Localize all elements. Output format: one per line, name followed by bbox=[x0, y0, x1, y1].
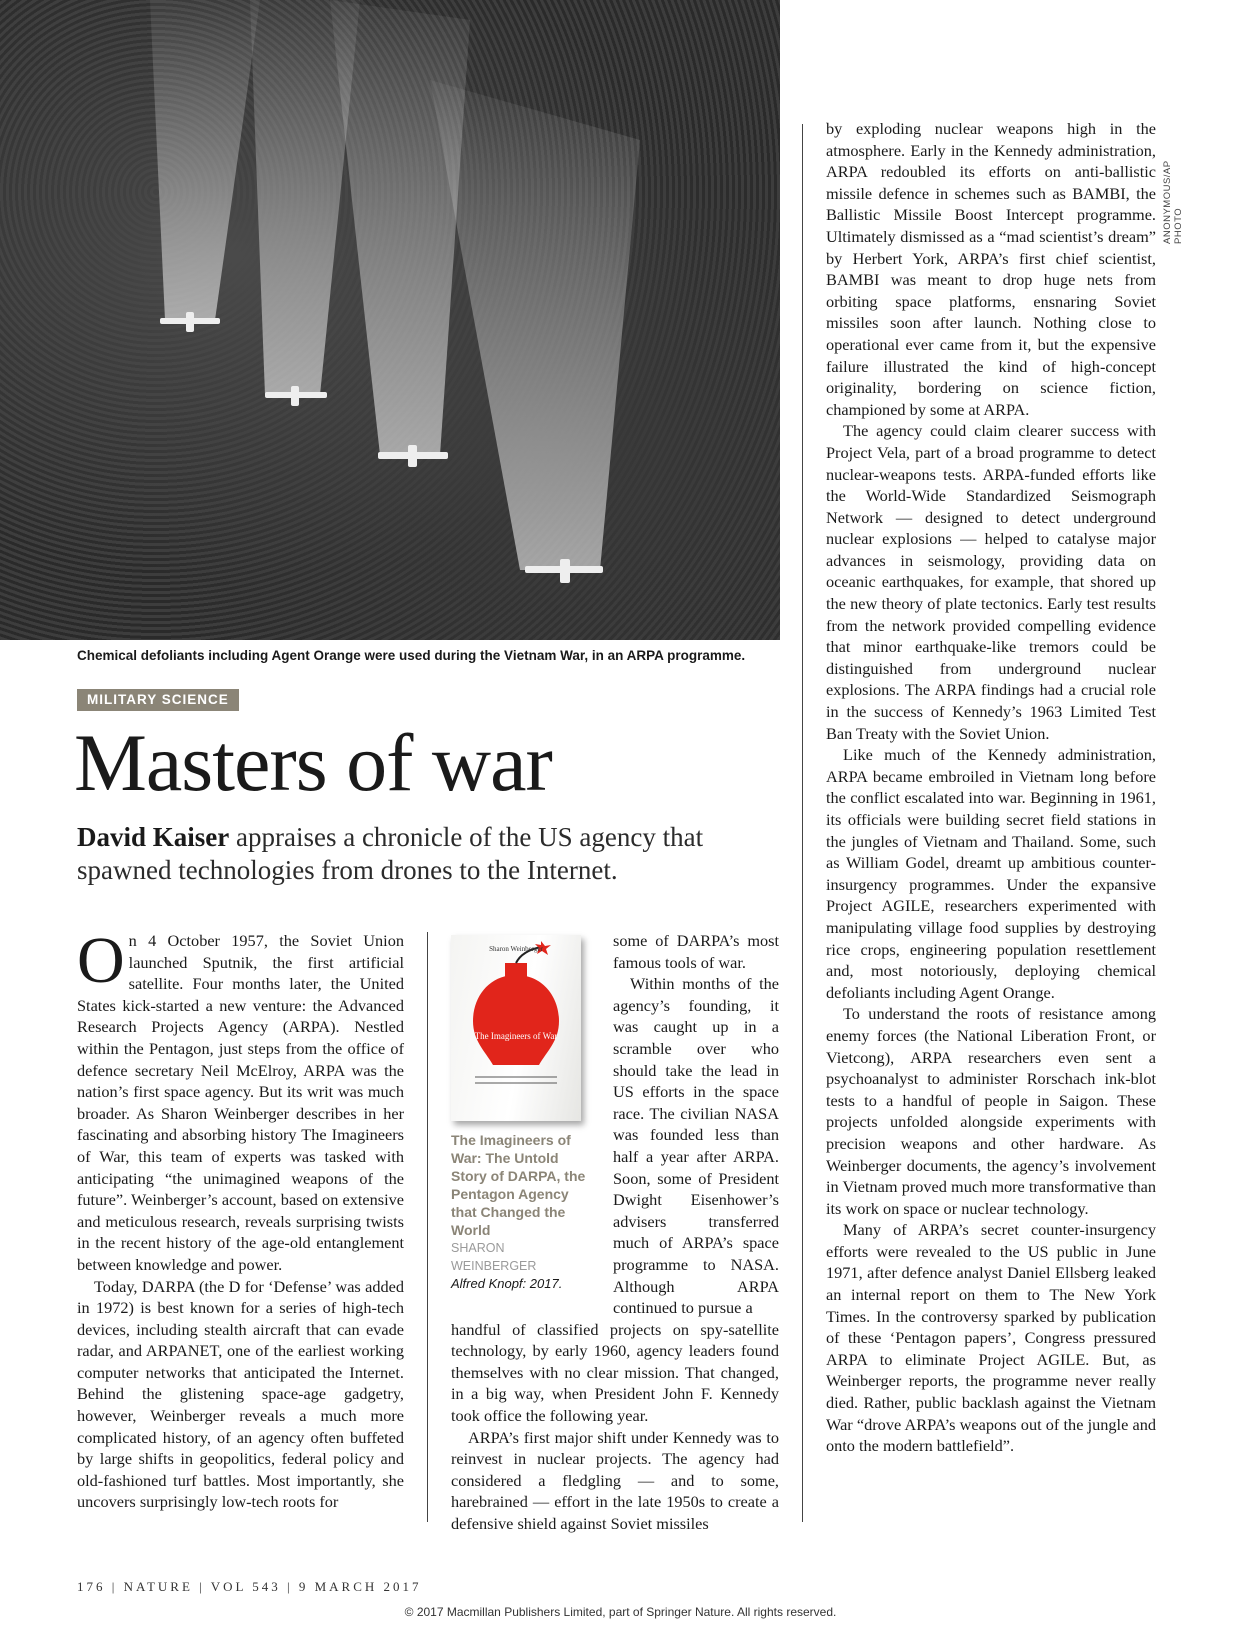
paragraph: some of DARPA’s most famous tools of war. bbox=[613, 931, 779, 972]
standfirst-text: appraises a chronicle of the US agency that spawned technologies from drones to the Internet. bbox=[77, 822, 704, 885]
paragraph: handful of classified projects on spy-satellite technology, by early 1960, agency leaders found themselves with no clear mission. That changed, in a big way, when President John F. Kennedy took office the following year. bbox=[451, 1319, 779, 1426]
book-cover-author: Sharon Weinberger bbox=[489, 945, 543, 953]
paragraph: To understand the roots of resistance among enemy forces (the National Liberation Front, or Vietcong), ARPA researchers even sent a psychoanalyst to administer Rorschach ink-blot tests to a handful of people in Saigon. These projects unfolded alongside experiments with precision weapons and other hardware. As Weinberger documents, the agency’s involvement in Vietnam proved much more transformative than its work on space or nuclear technology. bbox=[826, 1004, 1156, 1218]
body-column-3 bbox=[826, 118, 1156, 1457]
column-rule bbox=[802, 124, 803, 1522]
book-author: SHARON WEINBERGER bbox=[451, 1241, 537, 1273]
paragraph: Today, DARPA (the D for ‘Defense’ was added in 1972) is best known for a series of high-tech devices, including stealth aircraft that can evade radar, and ARPANET, one of the earliest working computer networks that anticipated the Internet. Behind the glistening space-age gadgetry, however, Weinberger reveals a much more complicated history, of an agency often buffeted by large shifts in geopolitics, federal policy and old-fashioned turf battles. Most importantly, she uncovers surprisingly low-tech roots for bbox=[77, 1276, 404, 1512]
hero-photo bbox=[0, 0, 780, 640]
photo-caption: Chemical defoliants including Agent Orange were used during the Vietnam War, in an ARPA programme. bbox=[77, 648, 746, 663]
drop-cap: O bbox=[77, 924, 125, 997]
paragraph: The agency could claim clearer success with Project Vela, part of a broad programme to detect nuclear-weapons tests. ARPA-funded efforts like the World-Wide Standardized Seismograph Network — designed to detect underground nuclear explosions — helped to catalyse major advances in seismology, providing data on oceanic earthquakes, for example, that shored up the new theory of plate tectonics. Early test results from the network provided compelling evidence that minor earthquake-like tremors could be distinguished from underground nuclear explosions. The ARPA findings had a crucial role in the success of Kennedy’s 1963 Limited Test Ban Treaty with the Soviet Union. bbox=[826, 421, 1156, 743]
paragraph: Within months of the agency’s founding, it was caught up in a scramble over who should take the lead in US efforts in the space race. The civilian NASA was founded less than half a year after ARPA. Soon, some of President Dwight Eisenhower’s advisers transferred much of ARPA’s space programme to NASA. Although ARPA continued to pursue a bbox=[613, 974, 779, 1318]
paragraph: by exploding nuclear weapons high in the atmosphere. Early in the Kennedy administration, ARPA redoubled its efforts on anti-ballistic missile defence in schemes such as BAMBI, the Ballistic Missile Boost Intercept programme. Ultimately dismissed as a “mad scientist’s dream” by Herbert York, ARPA’s first chief scientist, BAMBI was meant to drop huge nets from orbiting space platforms, ensnaring Soviet missiles soon after launch. Nothing close to operational ever came from it, but the expensive failure illustrated the kind of high-concept originality, bordering on science fiction, championed by some at ARPA. bbox=[826, 119, 1156, 419]
aircraft-spray-illustration bbox=[0, 0, 780, 640]
column-rule bbox=[427, 932, 428, 1522]
paragraph: Like much of the Kennedy administration, ARPA became embroiled in Vietnam long before the conflict escalated into war. Beginning in 1961, its officials were building secret field stations in the jungles of Vietnam and Thailand. Some, such as William Godel, dreamt up ambitious counter-insurgency programmes. Under the expansive Project AGILE, researchers experimented with manipulating village food supplies by destroying rice crops, engineering population resettlement and, most notoriously, deploying chemical defoliants including Agent Orange. bbox=[826, 745, 1156, 1002]
book-title: The Imagineers of War: The Untold Story of DARPA, the Pentagon Agency that Changed the World bbox=[451, 1132, 586, 1238]
book-cover-title: The Imagineers of War bbox=[474, 1031, 558, 1041]
photo-credit: ANONYMOUS/AP PHOTO bbox=[1162, 160, 1184, 244]
paragraph: Many of ARPA’s secret counter-insurgency efforts were revealed to the US public in June 1971, after defence analyst Daniel Ellsberg leaked an internal report on them to The New York Times. In the controversy sparked by publication of these ‘Pentagon papers’, Congress pressured ARPA to eliminate Project AGILE. But, as Weinberger reports, the programme never really died. Rather, public backlash against the Vietnam War “drove ARPA’s weapons out of the jungle and onto the modern battlefield”. bbox=[826, 1220, 1156, 1456]
standfirst-author: David Kaiser bbox=[77, 822, 230, 852]
article-title: Masters of war bbox=[74, 717, 552, 808]
paragraph: On 4 October 1957, the Soviet Union launched Sputnik, the first artificial satellite. Four months later, the United States kick-started a new venture: the Advanced Research Projects Agency (ARPA). Nestled within the Pentagon, just steps from the office of defence secretary Neil McElroy, ARPA was the nation’s first space agency. But its writ was much broader. As Sharon Weinberger describes in her fascinating and absorbing history The Imagineers of War, this team of experts was tasked with anticipating “the unimagined weapons of the future”. Weinberger’s account, based on extensive and meticulous research, reveals surprising twists in the recent history of the age-old entanglement between knowledge and power. bbox=[77, 924, 404, 1274]
column-2-wrap bbox=[613, 930, 779, 1319]
body-column-2 bbox=[451, 930, 779, 1535]
standfirst bbox=[77, 821, 797, 887]
page-folio: 176 | NATURE | VOL 543 | 9 MARCH 2017 bbox=[77, 1579, 422, 1594]
body-column-1 bbox=[77, 924, 404, 1513]
book-publisher: Alfred Knopf: 2017. bbox=[451, 1276, 563, 1291]
paragraph: ARPA’s first major shift under Kennedy was to reinvest in nuclear projects. The agency had considered a fledgling — and to some, harebrained — effort in the late 1950s to create a defensive shield against Soviet missiles bbox=[451, 1427, 779, 1534]
copyright-line: © 2017 Macmillan Publishers Limited, part of Springer Nature. All rights reserved. bbox=[404, 1605, 837, 1619]
section-label: MILITARY SCIENCE bbox=[77, 689, 239, 711]
